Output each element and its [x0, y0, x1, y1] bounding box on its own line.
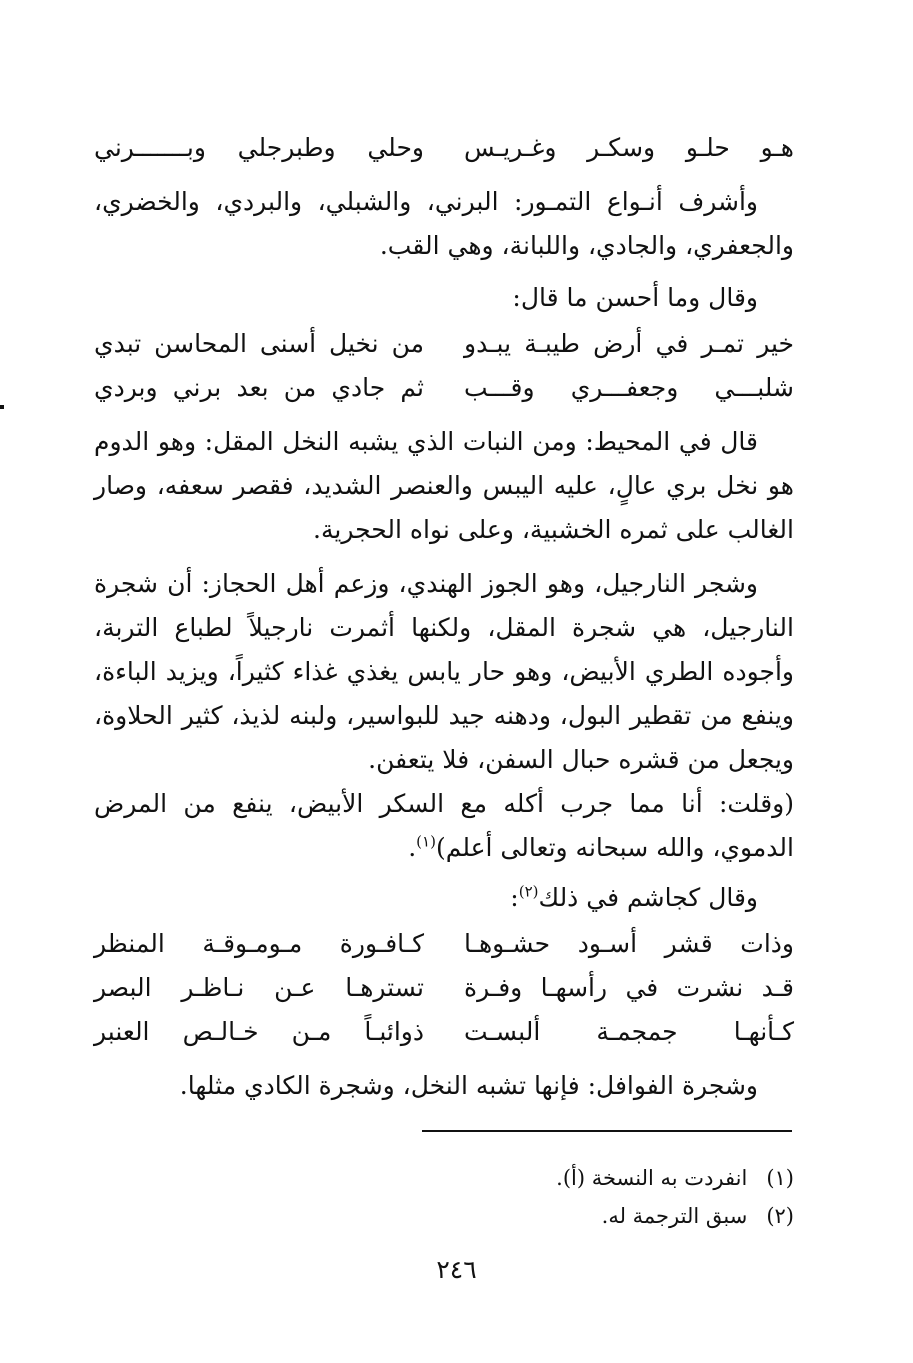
verse-hemistich-left: ثم جادي من بعد برني وبردي — [94, 373, 424, 402]
verse-hemistich-right: قـد نشرت في رأسهـا وفـرة — [464, 973, 794, 1002]
paragraph-author-note — [94, 782, 794, 870]
verse-hemistich-right: وذات قشر أسـود حشـوهـا — [464, 929, 794, 958]
poem-intro-1: وقال وما أحسن ما قال: — [512, 283, 758, 312]
footnote-number: (٢) — [766, 1204, 794, 1228]
page-number: ٢٤٦ — [436, 1255, 477, 1284]
footnote-1 — [300, 1160, 794, 1196]
poem1-verse-2 — [94, 366, 794, 410]
paragraph-date-varieties: وأشرف أنـواع التمـور: البرني، والشبلي، والبردي، والخضري، والجعفري، والجادي، واللبانة، وهي القب. — [94, 187, 794, 260]
paragraph-fawafil: وشجرة الفوافل: فإنها تشبه النخل، وشجرة الكادي مثلها. — [179, 1071, 758, 1100]
poem-intro-2-text: وقال كجاشم في ذلك — [538, 883, 758, 912]
footnote-text: انفردت به النسخة (أ). — [556, 1166, 748, 1190]
verse-hemistich-right: شلبـــي وجعفـــري وقـــب — [464, 373, 794, 402]
poem2-verse-1 — [94, 922, 794, 966]
verse-hemistich-left: تسترهـا عـن نـاظـر البصر — [94, 973, 424, 1002]
footnote-ref-1: (١) — [416, 832, 436, 851]
footnote-separator — [422, 1130, 792, 1132]
footnote-2 — [300, 1198, 794, 1234]
verse-hemistich-right: هـو حلـو وسكـر وغـريـس — [464, 133, 794, 162]
margin-mark — [0, 405, 4, 409]
footnote-number: (١) — [766, 1166, 794, 1190]
poem2-verse-2 — [94, 966, 794, 1010]
verse-line-top — [94, 126, 794, 170]
poem-intro-2 — [94, 876, 794, 920]
poem2-verse-3 — [94, 1010, 794, 1054]
poem1-verse-1 — [94, 322, 794, 366]
verse-hemistich-left: من نخيل أسنى المحاسن تبدي — [94, 329, 424, 358]
verse-hemistich-right: كـأنهـا جمجمـة ألبسـت — [464, 1017, 794, 1046]
footnote-ref-2: (٢) — [518, 882, 539, 901]
footnote-text: سبق الترجمة له. — [601, 1204, 748, 1228]
paragraph-muql: قال في المحيط: ومن النبات الذي يشبه النخل المقل: وهو الدوم هو نخل بري عالٍ، عليه اليبس والعنصر الشديد، فقصر سعفه، وصار الغالب على ثمره الخشبية، وعلى نواه الحجرية. — [94, 427, 794, 544]
note-end: . — [408, 833, 417, 862]
paragraph-coconut: وشجر النارجيل، وهو الجوز الهندي، وزعم أهل الحجاز: أن شجرة النارجيل، هي شجرة المقل، ولكنها أثمرت نارجيلاً لطباع التربة، وأجوده الطري الأبيض، وهو حار يابس يغذي غذاء كثيراً، ويزيد الباءة، وينفع من تقطير البول، ودهنه جيد للبواسير، ولبنه لذيذ، كثير الحلاوة، ويجعل من قشره حبال السفن، فلا يتعفن. — [94, 569, 794, 774]
verse-hemistich-left: ذوائبـاً مـن خـالـص العنبر — [94, 1017, 424, 1046]
note-text: (وقلت: أنا مما جرب أكله مع السكر الأبيض، ينفع من المرض الدموي، والله سبحانه وتعالى أعلم) — [94, 789, 794, 862]
verse-hemistich-left: كـافـورة مـومـوقـة المنظر — [94, 929, 424, 958]
verse-hemistich-right: خير تمـر في أرض طيبـة يبـدو — [464, 329, 794, 358]
verse-hemistich-left: وحلي وطبرجلي وبـــــــرني — [94, 133, 424, 162]
poem-intro-2-colon: : — [510, 883, 519, 912]
